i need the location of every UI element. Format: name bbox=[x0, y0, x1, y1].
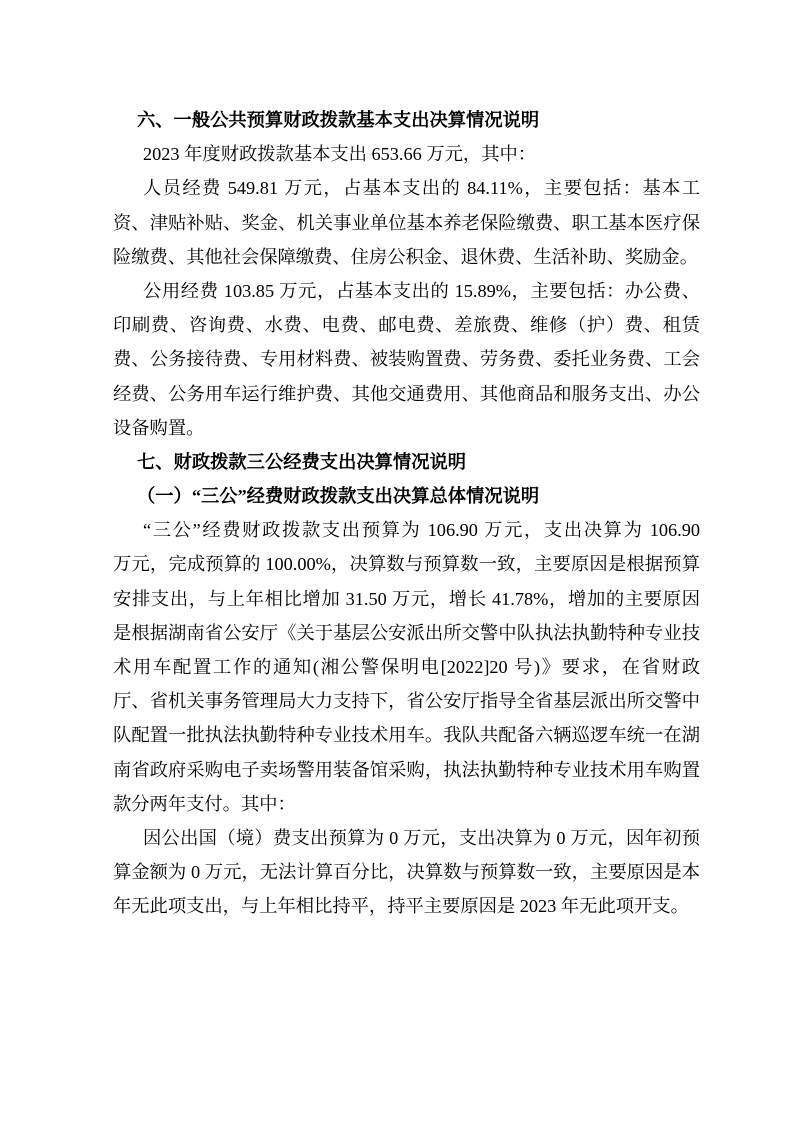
paragraph-line: 公用经费 103.85 万元，占基本支出的 15.89%，主要包括：办公费、 bbox=[143, 280, 700, 301]
paragraph-line: 费、公务接待费、专用材料费、被装购置费、劳务费、委托业务费、工会 bbox=[113, 349, 700, 370]
section-6-heading: 六、一般公共预算财政拨款基本支出决算情况说明 bbox=[137, 110, 540, 130]
paragraph-three-public-overview bbox=[113, 513, 700, 821]
paragraph-line: 年无此项支出，与上年相比持平，持平主要原因是 2023 年无此项开支。 bbox=[113, 896, 689, 917]
section-7-heading: 七、财政拨款三公经费支出决算情况说明 bbox=[137, 451, 467, 472]
paragraph-line: 人员经费 549.81 万元，占基本支出的 84.11%，主要包括：基本工 bbox=[143, 178, 700, 199]
paragraph-line: 2023 年度财政拨款基本支出 653.66 万元，其中： bbox=[143, 144, 537, 165]
paragraph-line: 术用车配置工作的通知(湘公警保明电[2022]20 号)》要求，在省财政 bbox=[113, 657, 700, 677]
paragraph-public-expenses bbox=[113, 274, 700, 445]
paragraph-line: 险缴费、其他社会保障缴费、住房公积金、退休费、生活补助、奖励金。 bbox=[113, 246, 698, 267]
paragraph-line: 设备购置。 bbox=[113, 417, 205, 438]
paragraph-line: 印刷费、咨询费、水费、电费、邮电费、差旅费、维修（护）费、租赁 bbox=[113, 315, 700, 336]
paragraph-line: “三公”经费财政拨款支出预算为 106.90 万元，支出决算为 106.90 bbox=[143, 520, 700, 541]
paragraph-line: 南省政府采购电子卖场警用装备馆采购，执法执勤特种专业技术用车购置 bbox=[113, 759, 700, 780]
paragraph-line: 队配置一批执法执勤特种专业技术用车。我队共配备六辆巡逻车统一在湖 bbox=[113, 725, 700, 746]
section-7-subheading: （一）“三公”经费财政拨款支出决算总体情况说明 bbox=[137, 486, 540, 507]
paragraph-line: 因公出国（境）费支出预算为 0 万元，支出决算为 0 万元，因年初预 bbox=[143, 827, 700, 848]
paragraph-line: 厅、省机关事务管理局大力支持下，省公安厅指导全省基层派出所交警中 bbox=[113, 691, 700, 712]
paragraph-line: 款分两年支付。其中： bbox=[113, 793, 296, 814]
paragraph-personnel-expenses bbox=[113, 171, 700, 274]
paragraph-overseas-travel bbox=[113, 821, 700, 924]
document-page bbox=[113, 103, 700, 924]
paragraph-line: 安排支出，与上年相比增加 31.50 万元，增长 41.78%，增加的主要原因 bbox=[113, 588, 700, 609]
paragraph-line: 算金额为 0 万元，无法计算百分比，决算数与预算数一致，主要原因是本 bbox=[113, 862, 700, 883]
paragraph-line: 资、津贴补贴、奖金、机关事业单位基本养老保险缴费、职工基本医疗保 bbox=[113, 212, 700, 233]
paragraph-basic-expenditure-total bbox=[113, 137, 700, 171]
paragraph-line: 经费、公务用车运行维护费、其他交通费用、其他商品和服务支出、办公 bbox=[113, 383, 700, 404]
paragraph-line: 是根据湖南省公安厅《关于基层公安派出所交警中队执法执勤特种专业技 bbox=[113, 622, 700, 643]
paragraph-line: 万元，完成预算的 100.00%，决算数与预算数一致，主要原因是根据预算 bbox=[113, 554, 700, 575]
